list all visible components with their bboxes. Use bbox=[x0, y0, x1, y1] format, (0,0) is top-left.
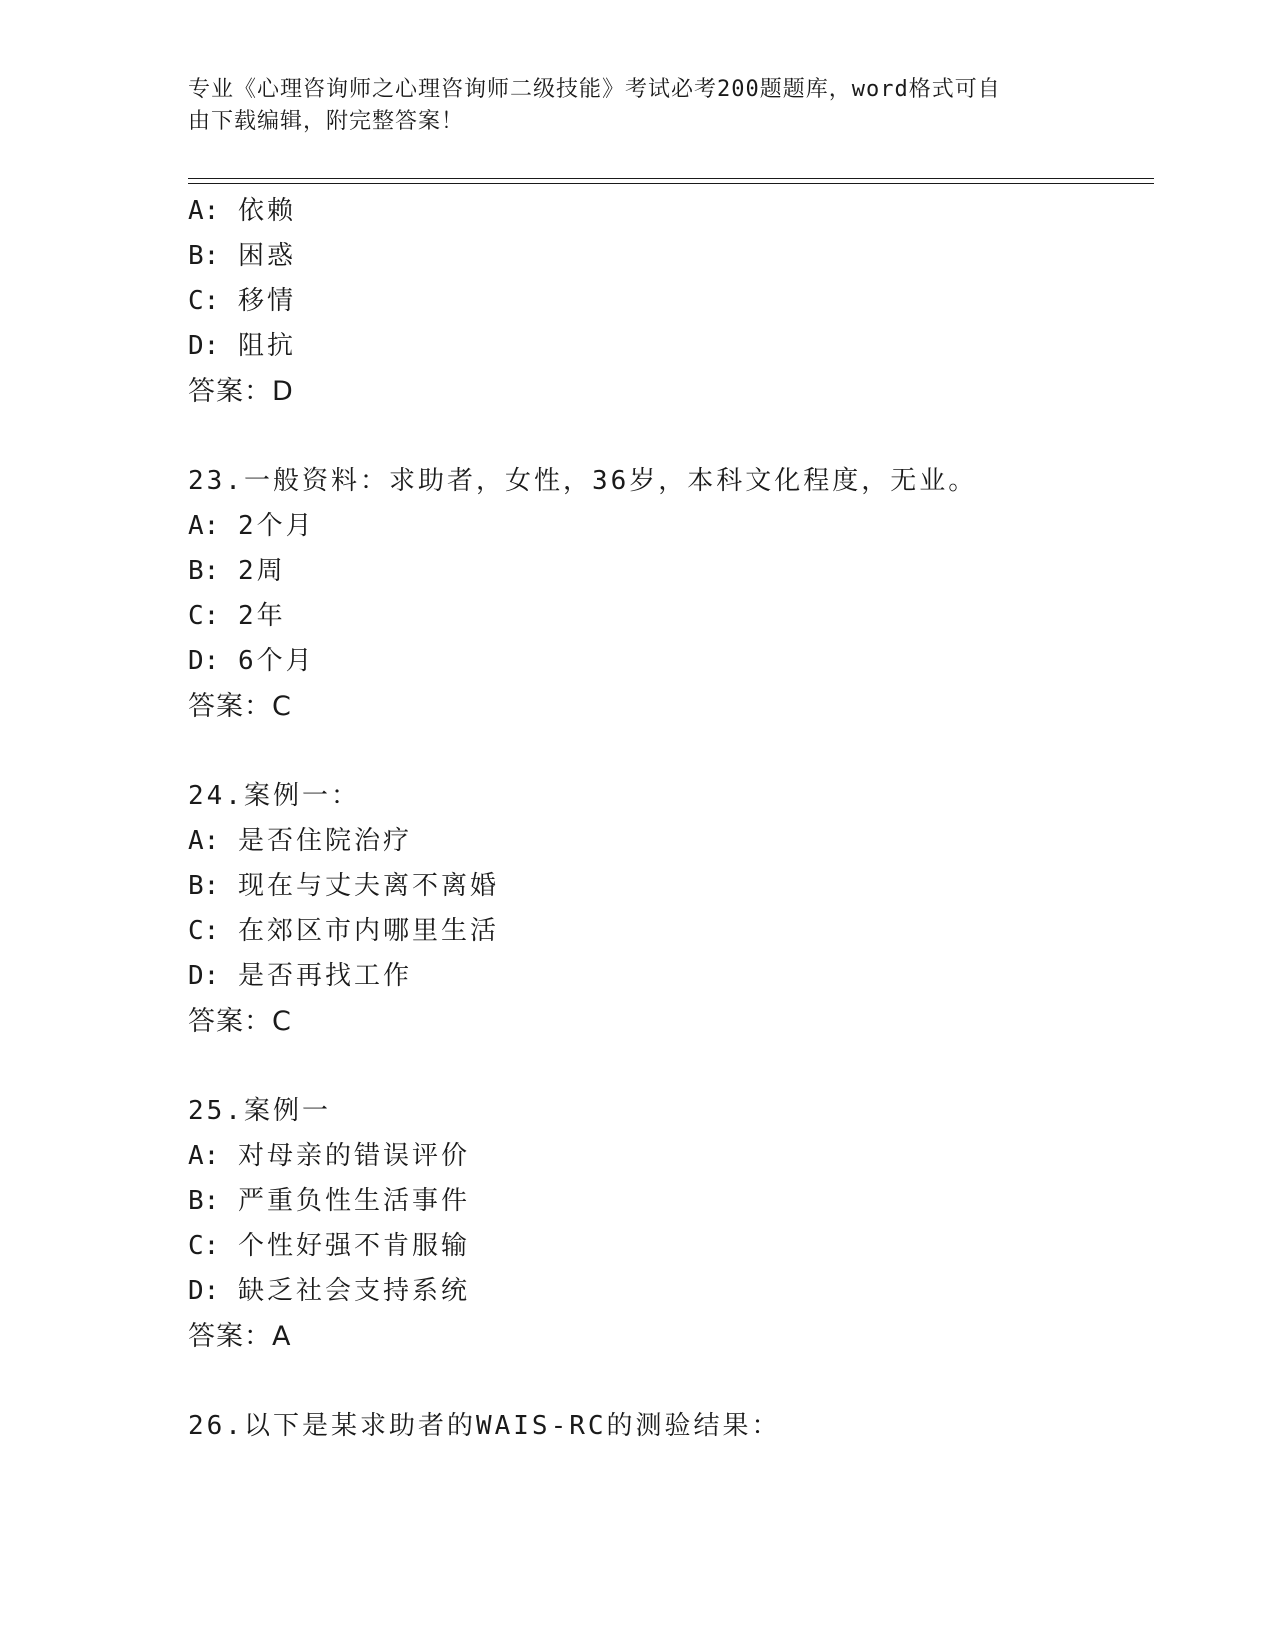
option-d bbox=[188, 1269, 1154, 1314]
answer-line: 答案：C bbox=[188, 1006, 292, 1037]
option-text: 严重负性生活事件 bbox=[237, 1186, 470, 1216]
option-text: 阻抗 bbox=[237, 331, 296, 361]
option-text: 个性好强不肯服输 bbox=[237, 1231, 470, 1261]
question-stem: 25.案例一 bbox=[188, 1096, 331, 1126]
option-text: 困惑 bbox=[237, 241, 296, 271]
question-block bbox=[188, 189, 1154, 415]
option-a bbox=[188, 504, 1154, 549]
option-a bbox=[188, 189, 1154, 234]
option-c bbox=[188, 279, 1154, 324]
option-c bbox=[188, 909, 1154, 954]
option-text: 是否住院治疗 bbox=[237, 826, 412, 856]
option-b bbox=[188, 549, 1154, 594]
option-c bbox=[188, 594, 1154, 639]
header-line-1: 专业《心理咨询师之心理咨询师二级技能》考试必考200题题库，word格式可自 bbox=[188, 77, 1001, 102]
option-letter: A: bbox=[188, 826, 220, 856]
header-divider-bottom bbox=[188, 183, 1154, 184]
option-a bbox=[188, 819, 1154, 864]
option-d bbox=[188, 324, 1154, 369]
option-c bbox=[188, 1224, 1154, 1269]
document-header bbox=[188, 74, 1088, 138]
header-divider-top bbox=[188, 178, 1154, 179]
option-letter: A: bbox=[188, 1141, 220, 1171]
option-letter: C: bbox=[188, 286, 220, 316]
answer-line: 答案：D bbox=[188, 376, 294, 407]
option-letter: D: bbox=[188, 1276, 220, 1306]
option-text: 缺乏社会支持系统 bbox=[237, 1276, 470, 1306]
option-b bbox=[188, 234, 1154, 279]
option-text: 在郊区市内哪里生活 bbox=[237, 916, 499, 946]
question-stem: 24.案例一： bbox=[188, 781, 360, 811]
option-a bbox=[188, 1134, 1154, 1179]
option-text: 移情 bbox=[237, 286, 296, 316]
option-d bbox=[188, 954, 1154, 999]
answer-line: 答案：A bbox=[188, 1321, 292, 1352]
question-stem: 23.一般资料：求助者，女性，36岁，本科文化程度，无业。 bbox=[188, 466, 978, 496]
option-letter: B: bbox=[188, 241, 220, 271]
option-text: 6个月 bbox=[237, 646, 315, 676]
question-stem: 26.以下是某求助者的WAIS-RC的测验结果： bbox=[188, 1411, 781, 1441]
option-b bbox=[188, 864, 1154, 909]
option-letter: C: bbox=[188, 601, 220, 631]
option-text: 依赖 bbox=[237, 196, 296, 226]
option-text: 是否再找工作 bbox=[237, 961, 412, 991]
option-b bbox=[188, 1179, 1154, 1224]
option-text: 2年 bbox=[237, 601, 286, 631]
header-line-2: 由下载编辑，附完整答案！ bbox=[188, 109, 465, 134]
option-text: 现在与丈夫离不离婚 bbox=[237, 871, 499, 901]
option-d bbox=[188, 639, 1154, 684]
question-block bbox=[188, 459, 1154, 730]
question-block bbox=[188, 1404, 1154, 1449]
option-letter: C: bbox=[188, 1231, 220, 1261]
option-letter: A: bbox=[188, 196, 220, 226]
option-text: 2周 bbox=[237, 556, 286, 586]
option-letter: B: bbox=[188, 1186, 220, 1216]
question-list bbox=[188, 189, 1154, 1449]
option-text: 对母亲的错误评价 bbox=[237, 1141, 470, 1171]
option-letter: B: bbox=[188, 871, 220, 901]
option-letter: B: bbox=[188, 556, 220, 586]
option-letter: A: bbox=[188, 511, 220, 541]
option-letter: D: bbox=[188, 331, 220, 361]
question-block bbox=[188, 1089, 1154, 1360]
question-block bbox=[188, 774, 1154, 1045]
option-text: 2个月 bbox=[237, 511, 315, 541]
option-letter: C: bbox=[188, 916, 220, 946]
option-letter: D: bbox=[188, 961, 220, 991]
answer-line: 答案：C bbox=[188, 691, 292, 722]
option-letter: D: bbox=[188, 646, 220, 676]
